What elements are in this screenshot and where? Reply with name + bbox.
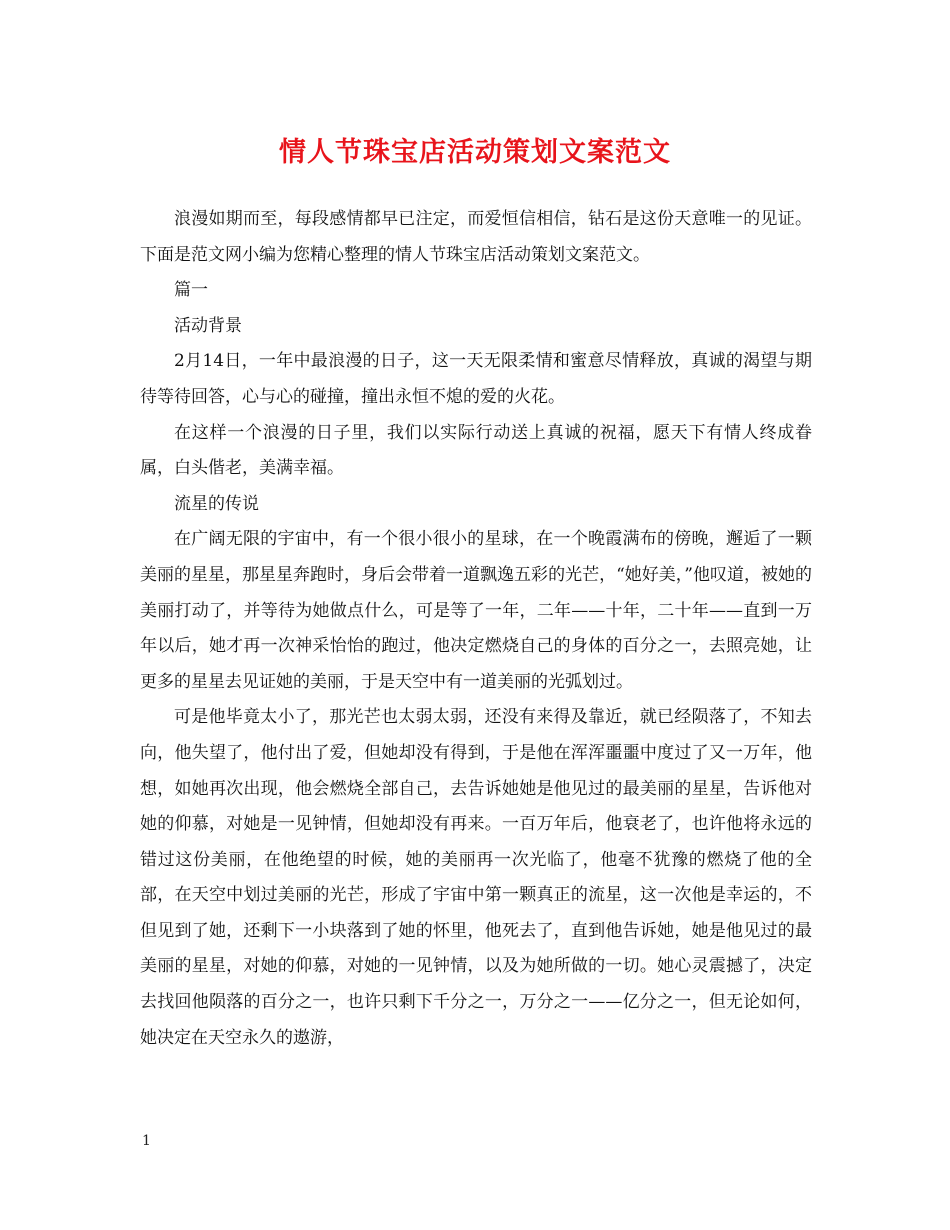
- page-number: 1: [142, 1133, 151, 1149]
- paragraph-legend-1: 在广阔无限的宇宙中，有一个很小很小的星球，在一个晚霞满布的傍晚，邂逅了一颗美丽的星星，那星星奔跑时，身后会带着一道飘逸五彩的光芒，“她好美，”他叹道，被她的美丽打动了，并等待为她做点什么，可是等了一年，二年——十年，二十年——直到一万年以后，她才再一次神采怡怡的跑过，他决定燃烧自己的身体的百分之一，去照亮她，让更多的星星去见证她的美丽，于是天空中有一道美丽的光弧划过。: [140, 529, 812, 692]
- paragraph-intro: 浪漫如期而至，每段感情都早已注定，而爱恒信相信，钻石是这份天意唯一的见证。下面是范文网小编为您精心整理的情人节珠宝店活动策划文案范文。: [140, 209, 812, 265]
- section-heading-legend: 流星的传说: [174, 493, 259, 514]
- paragraph-background-1: 2月14日，一年中最浪漫的日子，这一天无限柔情和蜜意尽情释放，真诚的渴望与期待等待回答，心与心的碰撞，撞出永恒不熄的爱的火花。: [140, 351, 812, 407]
- section-label: 篇一: [174, 280, 208, 301]
- paragraph-background-2: 在这样一个浪漫的日子里，我们以实际行动送上真诚的祝福，愿天下有情人终成眷属，白头偕老，美满幸福。: [140, 422, 812, 479]
- paragraph-legend-2: 可是他毕竟太小了，那光芒也太弱太弱，还没有来得及靠近，就已经陨落了，不知去向，他失望了，他付出了爱，但她却没有得到，于是他在浑浑噩噩中度过了又一万年，他想，如她再次出现，他会燃烧全部自己，去告诉她她是他见过的最美丽的星星，告诉他对她的仰慕，对她是一见钟情，但她却没有再来。一百万年后，他衰老了，也许他将永远的错过这份美丽，在他绝望的时候，她的美丽再一次光临了，他毫不犹豫的燃烧了他的全部，在天空中划过美丽的光芒，形成了宇宙中第一颗真正的流星，这一次他是幸运的，不但见到了她，还剩下一小块落到了她的怀里，他死去了，直到他告诉她，她是他见过的最美丽的星星，对她的仰慕，对她的一见钟情，以及为她所做的一切。她心灵震撼了，决定去找回他陨落的百分之一，也许只剩下千分之一，万分之一——亿分之一，但无论如何，她决定在天空永久的遨游，: [140, 707, 812, 1048]
- section-heading-background: 活动背景: [174, 315, 242, 336]
- document-body: [140, 202, 812, 1056]
- document-title: 情人节珠宝店活动策划文案范文: [279, 137, 671, 168]
